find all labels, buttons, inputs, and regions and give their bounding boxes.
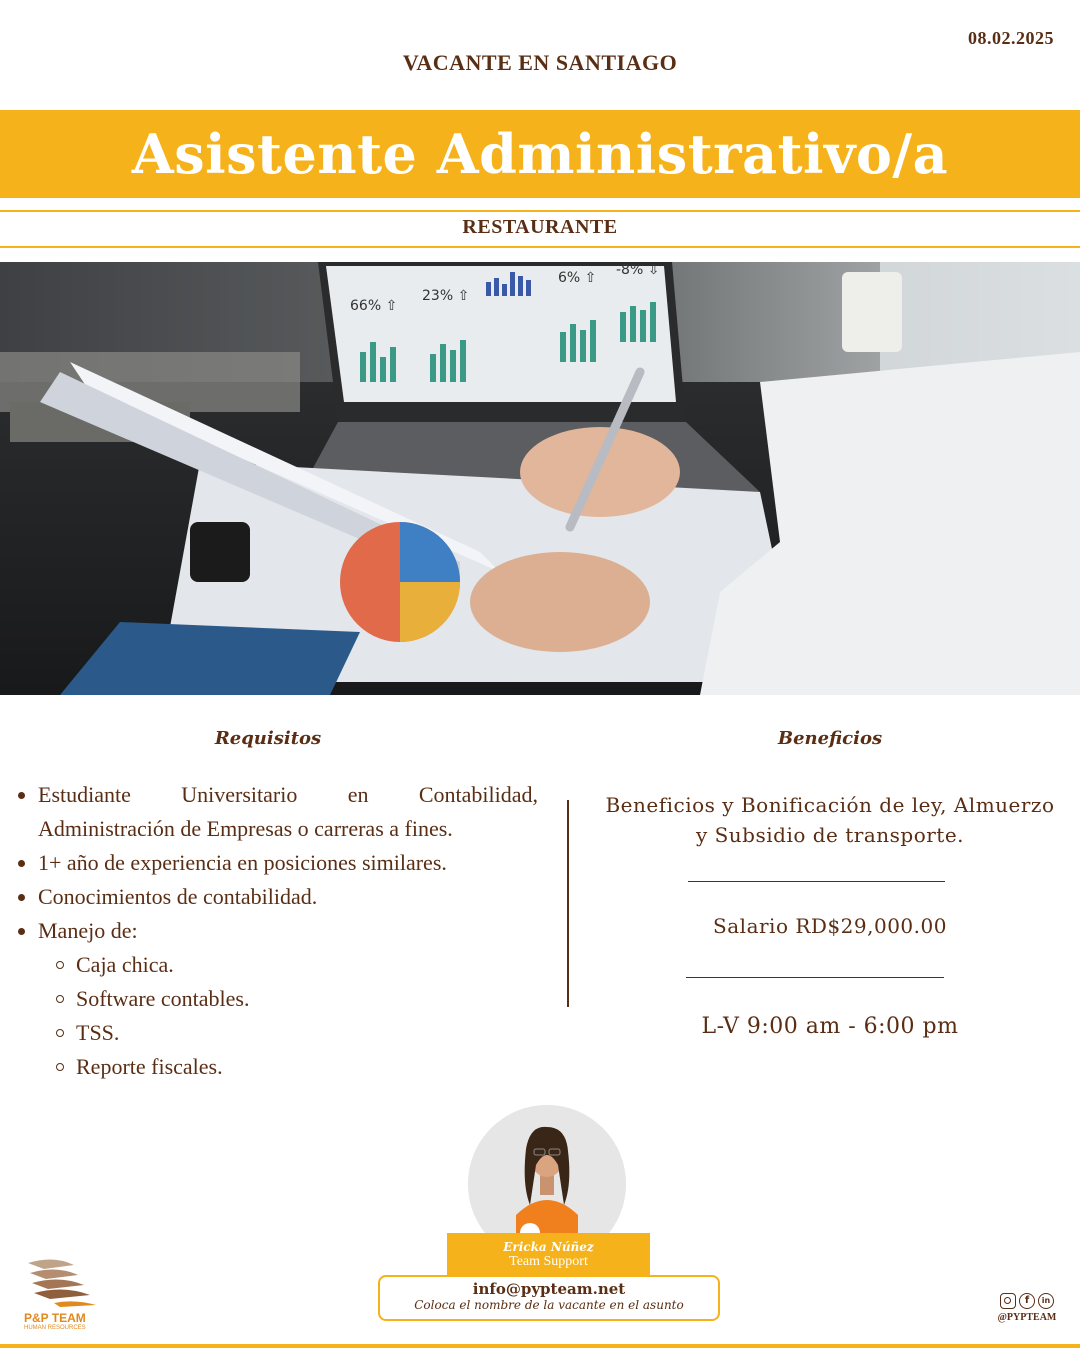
- vacancy-location: VACANTE EN SANTIAGO: [402, 50, 678, 75]
- benefits-line-1: Beneficios y Bonificación de ley, Almuerzo: [605, 793, 1055, 817]
- office-photo: [0, 262, 1080, 695]
- sub-list-item: Software contables.: [18, 982, 538, 1016]
- benefits-separator: [688, 881, 945, 882]
- benefits-heading: Beneficios: [777, 728, 883, 749]
- social-links: [995, 1293, 1059, 1323]
- sub-list-item: Caja chica.: [18, 948, 538, 982]
- schedule: L-V 9:00 am - 6:00 pm: [701, 1014, 959, 1039]
- footer-rule: [0, 1344, 1080, 1348]
- email-subject-note: Coloca el nombre de la vacante en el asunto: [414, 1298, 684, 1312]
- svg-text:23% ⇧: 23% ⇧: [422, 288, 470, 304]
- contact-name-tag: [447, 1233, 650, 1277]
- salary: Salario RD$29,000.00: [713, 914, 947, 938]
- facebook-icon[interactable]: f: [1019, 1293, 1035, 1309]
- contact-role: Team Support: [509, 1254, 588, 1269]
- linkedin-icon[interactable]: in: [1038, 1293, 1054, 1309]
- company-type: RESTAURANTE: [462, 216, 618, 238]
- benefits-line-2: y Subsidio de transporte.: [695, 823, 965, 847]
- sub-list-item: Reporte fiscales.: [18, 1050, 538, 1084]
- sub-list-item: TSS.: [18, 1016, 538, 1050]
- column-divider: [567, 800, 569, 1007]
- logo-name: P&P TEAM: [24, 1311, 86, 1325]
- list-item: Manejo de:: [18, 914, 538, 948]
- requirements-list: [18, 778, 538, 1084]
- divider-top: [0, 210, 1080, 212]
- contact-email[interactable]: info@pypteam.net: [472, 1280, 626, 1298]
- contact-name: Ericka Núñez: [503, 1240, 594, 1254]
- instagram-icon[interactable]: [1000, 1293, 1016, 1309]
- divider-bottom: [0, 246, 1080, 248]
- company-logo: [24, 1255, 104, 1330]
- svg-text:-8% ⇩: -8% ⇩: [616, 262, 660, 278]
- svg-text:66% ⇧: 66% ⇧: [350, 298, 398, 314]
- post-date: 08.02.2025: [968, 28, 1054, 48]
- salary-separator: [686, 977, 944, 978]
- email-box: [378, 1275, 720, 1321]
- social-handle: @PYPTEAM: [997, 1312, 1057, 1323]
- list-item: Conocimientos de contabilidad.: [18, 880, 538, 914]
- list-item: 1+ año de experiencia en posiciones similares.: [18, 846, 538, 880]
- svg-text:6% ⇧: 6% ⇧: [558, 270, 597, 286]
- job-title: Asistente Administrativo/a: [131, 122, 949, 186]
- list-item: Estudiante Universitario en Contabilidad,: [18, 778, 538, 812]
- requirements-heading: Requisitos: [214, 728, 322, 749]
- logo-subtitle: HUMAN RESOURCES: [24, 1325, 86, 1331]
- list-item-continuation: Administración de Empresas o carreras a fines.: [38, 816, 453, 841]
